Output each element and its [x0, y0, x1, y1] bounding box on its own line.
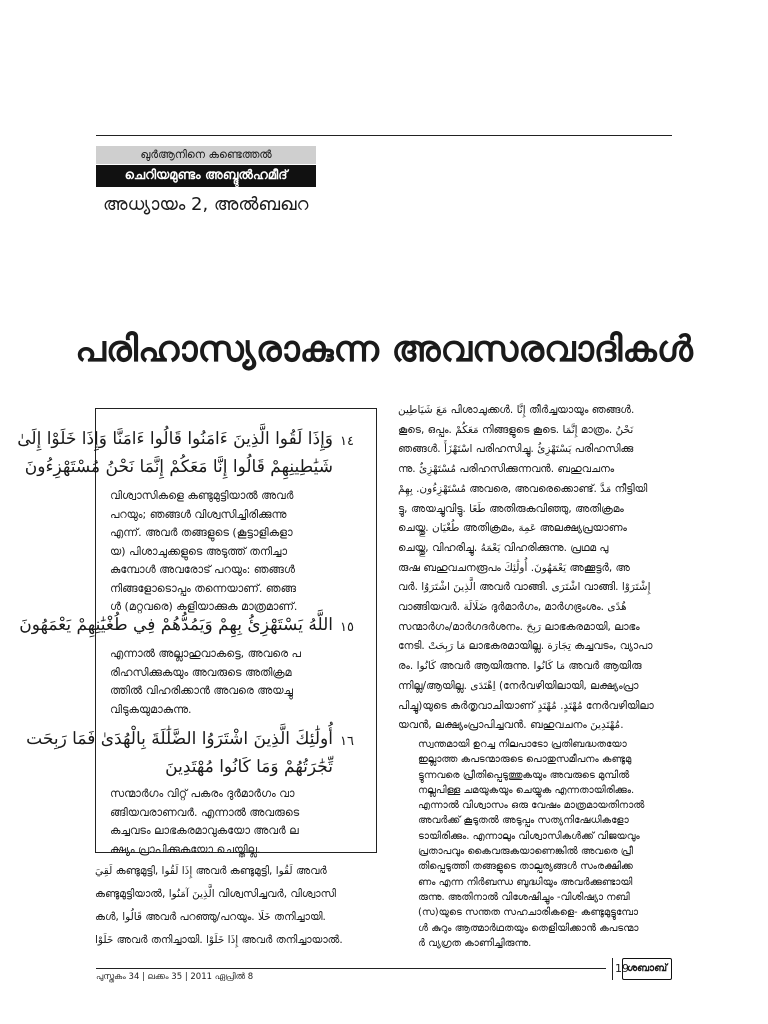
- commentary-line: പ്രതാപവും കൈവരുകയാണെങ്കിൽ അവരെ പ്രീ: [418, 846, 633, 858]
- glossary-line: പിച്ചു)യുടെ കർതൃവാചിയാണ് مُهْتَدٍ. مُهْتَدٍ നേർവഴിയിലാ: [398, 699, 654, 712]
- verse-16-translation: [110, 785, 365, 859]
- verse-16-arabic-line1: أُولَٰئِكَ الَّذِينَ اشْتَرَوُا الضَّلَٰلَةَ بِالْهُدَىٰ فَمَا رَبِحَت: [26, 729, 333, 749]
- glossary-line: രം. كَانُوا അവർ ആയിരുന്നു. مَا كَانُوا അവർ ആയിരു: [398, 660, 642, 673]
- verse-16-arabic-line2: تِّجَٰرَتُهُمْ وَمَا كَانُوا مُهْتَدِينَ: [165, 757, 333, 777]
- translation-line: കച്ചവടം ലാഭകരമാവുകയോ അവർ ല: [110, 824, 299, 837]
- translation-line: വിടുകയുമാകുന്നു.: [110, 702, 192, 716]
- glossary-line: لَقِيَ കണ്ടുമുട്ടി, إِذَا لَقُوا അവർ കണ്ടുമുട്ടി, لَقُوا അവർ: [95, 865, 327, 877]
- glossary-line: ന്നില്ല/ആയില്ല. اِهْتَدَى (നേർവഴിയിലായി, ലക്ഷ്യംപ്രാ: [398, 679, 639, 692]
- series-label: ഖുർആനിനെ കണ്ടെത്തൽ: [96, 146, 316, 164]
- commentary-line: അവർക്ക് കൂടുതൽ അടുപ്പം സത്യനിഷേധികളോ: [418, 815, 629, 827]
- verse-14-arabic-line2: شَيَٰطِينِهِمْ قَالُوا إِنَّا مَعَكُمْ إِنَّمَا نَحْنُ مُسْتَهْزِءُونَ: [24, 457, 333, 477]
- commentary-line: രുന്നു. അതിനാൽ വിശേഷിച്ചും -വിശിഷ്യാ നബി: [418, 891, 630, 903]
- translation-line: ത്തിൽ വിഹരിക്കാൻ അവരെ അയച്ചു: [110, 684, 293, 697]
- commentary-line: നല്ലപിള്ള ചമയുകയും ചെയ്യുക എന്നതായിരിക്കും.: [418, 784, 635, 796]
- footer-divider: [612, 958, 613, 980]
- glossary-line: ന്നു. مُسْتَهْزِئٌ പരിഹസിക്കുന്നവൻ. ബഹുവചനം: [398, 463, 615, 476]
- verse-number-15: ١٥: [340, 620, 354, 635]
- translation-line: യ) പിശാചുക്കളുടെ അടുത്ത് തനിച്ചാ: [110, 544, 288, 558]
- glossary-line: ചെയ്തു, വിഹരിച്ചു. يَعْمَهُ വിഹരിക്കുന്നു. പ്രഥമ പു: [398, 541, 609, 554]
- glossary-line: വാങ്ങിയവർ. ضَلَالَة ദുർമാർഗം, മാർഗഭ്രംശം. هُدًى: [398, 601, 627, 614]
- glossary-line: കൾ, قَالُوا അവർ പറഞ്ഞു/പറയും. خَلَا തനിച്ചായി.: [95, 911, 326, 923]
- translation-line: ൾ (മറ്റവരെ) കളിയാക്കുക മാത്രമാണ്.: [110, 600, 298, 613]
- translation-line: എന്നാൽ അല്ലാഹുവാകട്ടെ, അവരെ പ: [110, 647, 301, 660]
- translation-line: സന്മാർഗം വിറ്റ് പകരം ദുർമാർഗം വാ: [110, 787, 295, 800]
- commentary-line: എന്നാൽ വിശ്വാസം ഒരു വേഷം മാത്രമായതിനാൽ: [418, 800, 645, 812]
- commentary-line: ണം എന്ന നിർബന്ധ ബുദ്ധിയും അവർക്കുണ്ടായി: [418, 876, 633, 888]
- verse-number-16: ١٦: [340, 734, 354, 749]
- translation-line: എന്ന്. അവർ തങ്ങളുടെ (കൂട്ടാളികളാ: [110, 526, 293, 539]
- translation-line: വിശ്വാസികളെ കണ്ടുമുട്ടിയാൽ അവർ: [110, 489, 294, 502]
- commentary-line: സ്വന്തമായി ഉറച്ച നിലപാടോ പ്രതിബദ്ധതയോ: [418, 739, 627, 750]
- top-rule: [96, 135, 672, 136]
- glossary-line: യവൻ, ലക്ഷ്യംപ്രാപിച്ചവൻ. ബഹുവചനം مُهْتَدِينَ.: [398, 719, 624, 732]
- verse-15-translation: [110, 645, 365, 719]
- translation-line: ങ്ങിയവരാണവർ. എന്നാൽ അവരുടെ: [110, 805, 300, 819]
- translation-line: ക്ഷ്യം പ്രാപിക്കുകയോ ചെയ്തില്ല.: [110, 842, 261, 856]
- author-label: ചെറിയമുണ്ടം അബ്ദുൽഹമീദ്: [96, 165, 316, 187]
- glossary-right: [398, 401, 676, 736]
- verse-14-arabic-line1: وَإِذَا لَقُوا الَّذِينَ ءَامَنُوا قَالُوا ءَامَنَّا وَإِذَا خَلَوْا إِلَىٰ: [17, 429, 333, 449]
- glossary-line: ഞങ്ങൾ. اسْتَهْزَأَ പരിഹസിച്ചു. يَسْتَهْزِئُ പരിഹസിക്കു: [398, 443, 634, 456]
- glossary-line: കണ്ടുമുട്ടിയാൽ, الَّذِينَ آمَنُوا വിശ്വസിച്ചവർ, വിശ്വാസി: [95, 888, 336, 900]
- glossary-line: കൂടെ, ഒപ്പം. مَعَكُمْ നിങ്ങളുടെ കൂടെ. إِنَّمَا മാത്രം. نَحْنُ: [398, 423, 634, 436]
- commentary-line: ർ വ്യഗ്രത കാണിച്ചിരുന്നു.: [418, 937, 532, 949]
- glossary-left: [95, 860, 377, 952]
- translation-line: നിങ്ങളോടൊപ്പം തന്നെയാണ്. ഞങ്ങ: [110, 581, 296, 595]
- commentary-line: ഇല്ലാത്ത കപടന്മാരുടെ പൊതുസമീപനം കണ്ടുമു: [418, 754, 632, 766]
- footer-issue: പുസ്തകം 34 | ലക്കം 35 | 2011 ഏപ്രിൽ 8: [96, 972, 254, 982]
- glossary-line: ചെയ്തു. طُغْيَان അതിക്രമം, عَمِهَ അലക്ഷ്യപ്രയാണം: [398, 522, 627, 535]
- page-title: പരിഹാസ്യരാകുന്ന അവസരവാദികൾ: [75, 329, 693, 370]
- footer-rule: [96, 968, 606, 969]
- commentary: [418, 737, 676, 951]
- translation-line: പറയും; ഞങ്ങൾ വിശ്വസിച്ചിരിക്കുന്നു: [110, 507, 287, 521]
- verse-14-translation: [110, 487, 365, 617]
- publication-logo: ശബാബ്: [622, 958, 672, 980]
- glossary-line: ട്ടു, അയച്ചുവിട്ടു. طَغَا അതിരുകവിഞ്ഞു, അതിക്രമം: [398, 502, 624, 515]
- glossary-line: രുഷ ബഹുവചനരൂപം يَعْمَهُونَ. أُولَٰئِكَ അക്കൂട്ടർ, അ: [398, 561, 630, 574]
- verse-number-14: ١٤: [340, 434, 354, 449]
- verse-15-arabic-line1: اللَّهُ يَسْتَهْزِئُ بِهِمْ وَيَمُدُّهُمْ فِي طُغْيَٰنِهِمْ يَعْمَهُونَ: [19, 615, 333, 635]
- commentary-line: (സ)യുടെ സന്തത സഹചാരികളെ- കണ്ടുമുട്ടുമ്പോ: [418, 907, 639, 919]
- commentary-line: ട്ടുന്നവരെ പ്രീതിപ്പെടുത്തുകയും അവരുടെ മുമ്പിൽ: [418, 769, 630, 781]
- commentary-line: ൾ കുറും ആത്മാർഥതയും തെളിയിക്കാൻ കപടന്മാ: [418, 922, 639, 934]
- translation-line: കുമ്പോൾ അവരോട് പറയും: ഞങ്ങൾ: [110, 563, 295, 576]
- glossary-line: നേടി. مَا رَبِحَتْ ലാഭകരമായില്ല. تِجَارَة കച്ചവടം, വ്യാപാ: [398, 640, 653, 653]
- translation-line: രിഹസിക്കുകയും അവരുടെ അതിക്രമ: [110, 665, 292, 679]
- commentary-line: ടായിരിക്കും. എന്നാലും വിശ്വാസികൾക്ക് വിജയവും: [418, 830, 640, 842]
- commentary-line: തിപ്പെടുത്തി തങ്ങളുടെ താല്പര്യങ്ങൾ സംരക്ഷിക്ക: [418, 861, 633, 873]
- glossary-line: വർ. الَّذِينَ اشْتَرَوُا അവർ വാങ്ങി. اشْتَرَى വാങ്ങി. إِشْتَرَوْا: [398, 581, 651, 594]
- chapter-label: അധ്യായം 2, അൽബഖറ: [103, 194, 309, 215]
- glossary-line: خَلَوْا അവർ തനിച്ചായി. إِذَا خَلَوْا അവർ തനിച്ചായാൽ.: [95, 934, 343, 946]
- page-number: 19: [615, 962, 629, 975]
- glossary-line: مُسْتَهْزِءُون. بِهِمْ അവരെ, അവരെക്കൊണ്ട്. مَدَّ നീട്ടിയി: [398, 482, 648, 495]
- glossary-line: സന്മാർഗം/മാർഗദർശനം. رَبِحَ ലാഭകരമായി, ലാഭം: [398, 620, 640, 633]
- glossary-line: مَعَ شَيَاطِين പിശാചുക്കൾ. إِنَّا തീർച്ചയായും ഞങ്ങൾ.: [398, 404, 635, 416]
